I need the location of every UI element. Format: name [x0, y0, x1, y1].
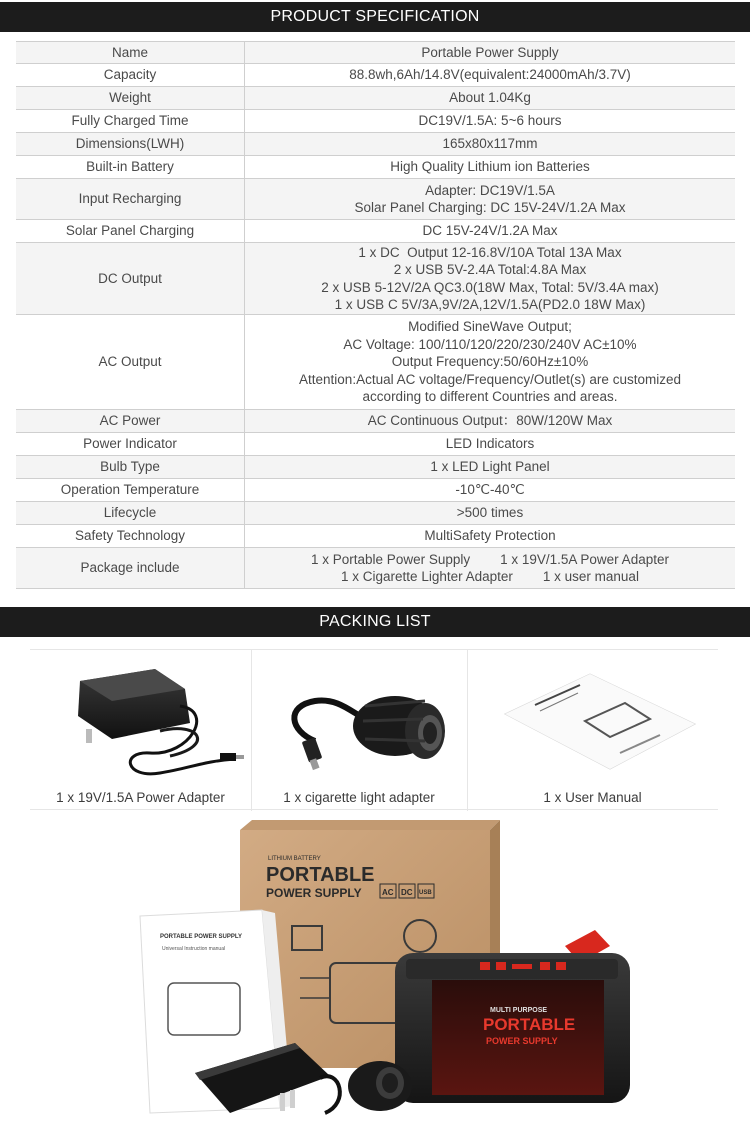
spec-value: [245, 110, 736, 133]
spec-value-line: AC Continuous Output：80W/120W Max: [367, 413, 613, 429]
spec-value-line: Adapter: DC19V/1.5A: [425, 182, 555, 198]
spec-value-line: 2 x USB 5-12V/2A QC3.0(18W Max, Total: 5V/3.4A max): [321, 279, 659, 295]
spec-value-line: DC19V/1.5A: 5~6 hours: [418, 113, 562, 129]
spec-heading: PRODUCT SPECIFICATION: [270, 8, 480, 25]
packing-heading-banner: [0, 607, 750, 637]
spec-value: [245, 502, 736, 525]
spec-value: [245, 42, 736, 64]
manual-title: PORTABLE POWER SUPPLY: [160, 934, 243, 940]
spec-value-line: DC 15V-24V/1.2A Max: [422, 223, 558, 239]
spec-value-line: Portable Power Supply: [421, 44, 559, 60]
spec-row: [16, 525, 735, 548]
packing-caption-manual: 1 x User Manual: [543, 790, 642, 805]
user-manual-image: [500, 669, 700, 774]
spec-key: Capacity: [16, 64, 245, 87]
box-small-label: LITHIUM BATTERY: [268, 856, 321, 862]
spec-value: [245, 179, 736, 220]
spec-row: [16, 64, 735, 87]
packing-caption-adapter: 1 x 19V/1.5A Power Adapter: [56, 790, 225, 805]
spec-value: [245, 156, 736, 179]
spec-value: [245, 243, 736, 315]
cigarette-adapter-image: [275, 661, 455, 776]
spec-value: [245, 220, 736, 243]
spec-key: Built-in Battery: [16, 156, 245, 179]
spec-value-line: About 1.04Kg: [449, 90, 531, 106]
spec-value: [245, 87, 736, 110]
spec-key: Fully Charged Time: [16, 110, 245, 133]
spec-row: [16, 433, 735, 456]
packing-list-grid: [30, 649, 718, 811]
manual-subtitle: Universal Instruction manual: [162, 946, 226, 952]
spec-row: [16, 243, 735, 315]
spec-value-line: MultiSafety Protection: [424, 528, 556, 544]
power-adapter-image: [40, 661, 245, 786]
spec-row: [16, 502, 735, 525]
spec-value: [245, 479, 736, 502]
spec-value: [245, 410, 736, 433]
spec-key: Name: [16, 42, 245, 64]
spec-row: [16, 548, 735, 589]
spec-key: Input Recharging: [16, 179, 245, 220]
spec-key: Dimensions(LWH): [16, 133, 245, 156]
product-bundle-photo: [0, 818, 750, 1136]
spec-heading-banner: [0, 2, 750, 32]
spec-key: AC Power: [16, 410, 245, 433]
spec-value: [245, 548, 736, 589]
spec-value-line: -10℃-40℃: [455, 482, 525, 498]
spec-value-line: Modified SineWave Output;: [408, 319, 572, 335]
spec-row: [16, 156, 735, 179]
spec-key: AC Output: [16, 315, 245, 410]
box-title-1: PORTABLE: [266, 864, 375, 886]
spec-value-line: High Quality Lithium ion Batteries: [390, 159, 590, 175]
spec-value: [245, 433, 736, 456]
spec-row: [16, 179, 735, 220]
spec-row: [16, 42, 735, 64]
spec-value-line: 2 x USB 5V-2.4A Total:4.8A Max: [393, 262, 587, 277]
spec-value: [245, 64, 736, 87]
spec-row: [16, 315, 735, 410]
spec-value-line: 1 x Cigarette Lighter Adapter 1 x user manual: [341, 569, 639, 584]
spec-value-line: Solar Panel Charging: DC 15V-24V/1.2A Max: [354, 200, 626, 215]
box-port-dc: DC: [401, 888, 413, 897]
box-port-usb: USB: [419, 890, 432, 896]
spec-key: DC Output: [16, 243, 245, 315]
spec-value: [245, 133, 736, 156]
divider: [30, 649, 718, 650]
spec-table: [16, 41, 735, 589]
spec-key: Power Indicator: [16, 433, 245, 456]
spec-value-line: 1 x DC Output 12-16.8V/10A Total 13A Max: [358, 244, 622, 260]
spec-row: [16, 133, 735, 156]
spec-value-line: 1 x USB C 5V/3A,9V/2A,12V/1.5A(PD2.0 18W Max): [334, 297, 646, 312]
spec-key: Weight: [16, 87, 245, 110]
spec-value: [245, 456, 736, 479]
spec-value-line: 1 x Portable Power Supply 1 x 19V/1.5A Power Adapter: [311, 551, 669, 567]
box-port-ac: AC: [382, 888, 394, 897]
spec-row: [16, 456, 735, 479]
spec-value-line: Attention:Actual AC voltage/Frequency/Outlet(s) are customized: [299, 371, 681, 387]
spec-key: Bulb Type: [16, 456, 245, 479]
spec-value: [245, 315, 736, 410]
spec-key: Lifecycle: [16, 502, 245, 525]
spec-key: Package include: [16, 548, 245, 589]
spec-value-line: 88.8wh,6Ah/14.8V(equivalent:24000mAh/3.7V): [349, 67, 631, 83]
device-line3: POWER SUPPLY: [486, 1036, 558, 1046]
spec-value-line: according to different Countries and areas.: [362, 389, 618, 405]
box-title-2: POWER SUPPLY: [266, 886, 362, 900]
spec-value: [245, 525, 736, 548]
divider: [30, 809, 718, 810]
spec-value-line: 1 x LED Light Panel: [430, 459, 550, 475]
spec-row: [16, 87, 735, 110]
spec-value-line: Output Frequency:50/60Hz±10%: [391, 354, 589, 370]
spec-key: Solar Panel Charging: [16, 220, 245, 243]
spec-value-line: AC Voltage: 100/110/120/220/230/240V AC±10%: [343, 336, 637, 352]
spec-row: [16, 479, 735, 502]
spec-row: [16, 110, 735, 133]
spec-row: [16, 220, 735, 243]
spec-value-line: 165x80x117mm: [442, 136, 538, 152]
divider: [251, 649, 252, 811]
spec-key: Safety Technology: [16, 525, 245, 548]
spec-key: Operation Temperature: [16, 479, 245, 502]
device-line1: MULTI PURPOSE: [490, 1007, 548, 1014]
packing-heading: PACKING LIST: [319, 613, 431, 630]
device-line2: PORTABLE: [483, 1015, 576, 1034]
divider: [467, 649, 468, 811]
packing-caption-cigarette-adapter: 1 x cigarette light adapter: [283, 790, 435, 805]
spec-value-line: LED Indicators: [445, 436, 535, 452]
spec-value-line: >500 times: [456, 505, 524, 521]
spec-row: [16, 410, 735, 433]
